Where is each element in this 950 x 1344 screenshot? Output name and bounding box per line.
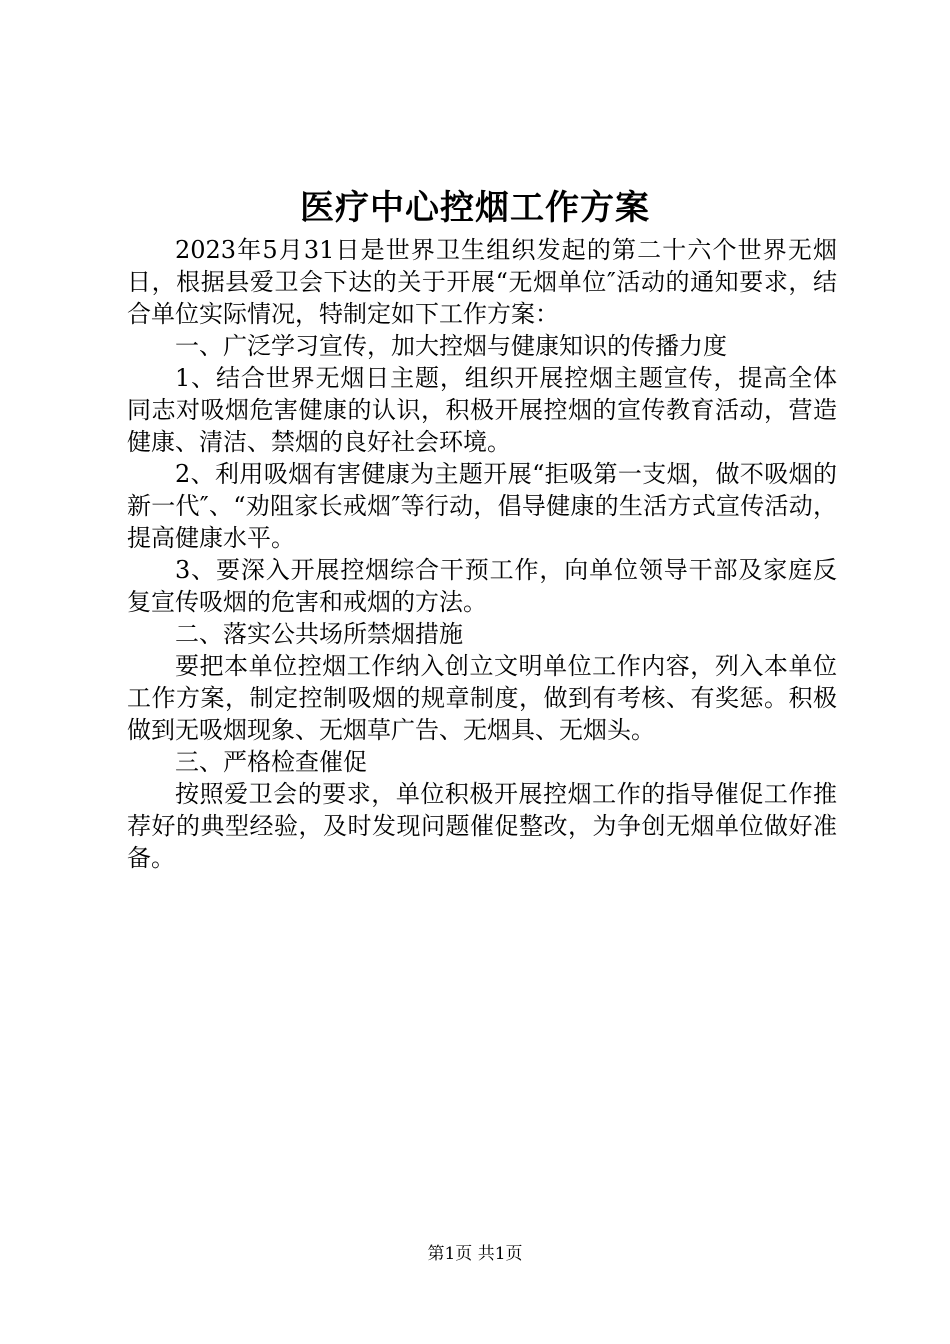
section-3-paragraph: 按照爱卫会的要求，单位积极开展控烟工作的指导催促工作推荐好的典型经验，及时发现问题催促整改，为争创无烟单位做好准备。 [127,780,837,872]
page-number-footer: 第1页 共1页 [427,1244,523,1264]
section-heading-1: 一、广泛学习宣传，加大控烟与健康知识的传播力度 [175,332,727,360]
intro-paragraph: 2023年5月31日是世界卫生组织发起的第二十六个世界无烟日，根据县爱卫会下达的关于开展“无烟单位″活动的通知要求，结合单位实际情况，特制定如下工作方案： [127,236,837,328]
document-title: 医疗中心控烟工作方案 [300,188,650,228]
document-body [127,234,837,874]
section-2-paragraph: 要把本单位控烟工作纳入创立文明单位工作内容，列入本单位工作方案，制定控制吸烟的规章制度，做到有考核、有奖惩。积极做到无吸烟现象、无烟草广告、无烟具、无烟头。 [127,652,837,744]
item-paragraph-3: 3、要深入开展控烟综合干预工作，向单位领导干部及家庭反复宣传吸烟的危害和戒烟的方法。 [127,556,837,616]
section-heading-2: 二、落实公共场所禁烟措施 [175,620,463,648]
item-paragraph-1: 1、结合世界无烟日主题，组织开展控烟主题宣传，提高全体同志对吸烟危害健康的认识，积极开展控烟的宣传教育活动，营造健康、清洁、禁烟的良好社会环境。 [127,364,837,456]
section-heading-3: 三、严格检查催促 [175,748,367,776]
item-paragraph-2: 2、利用吸烟有害健康为主题开展“拒吸第一支烟，做不吸烟的新一代″、“劝阻家长戒烟″等行动，倡导健康的生活方式宣传活动，提高健康水平。 [127,460,837,552]
